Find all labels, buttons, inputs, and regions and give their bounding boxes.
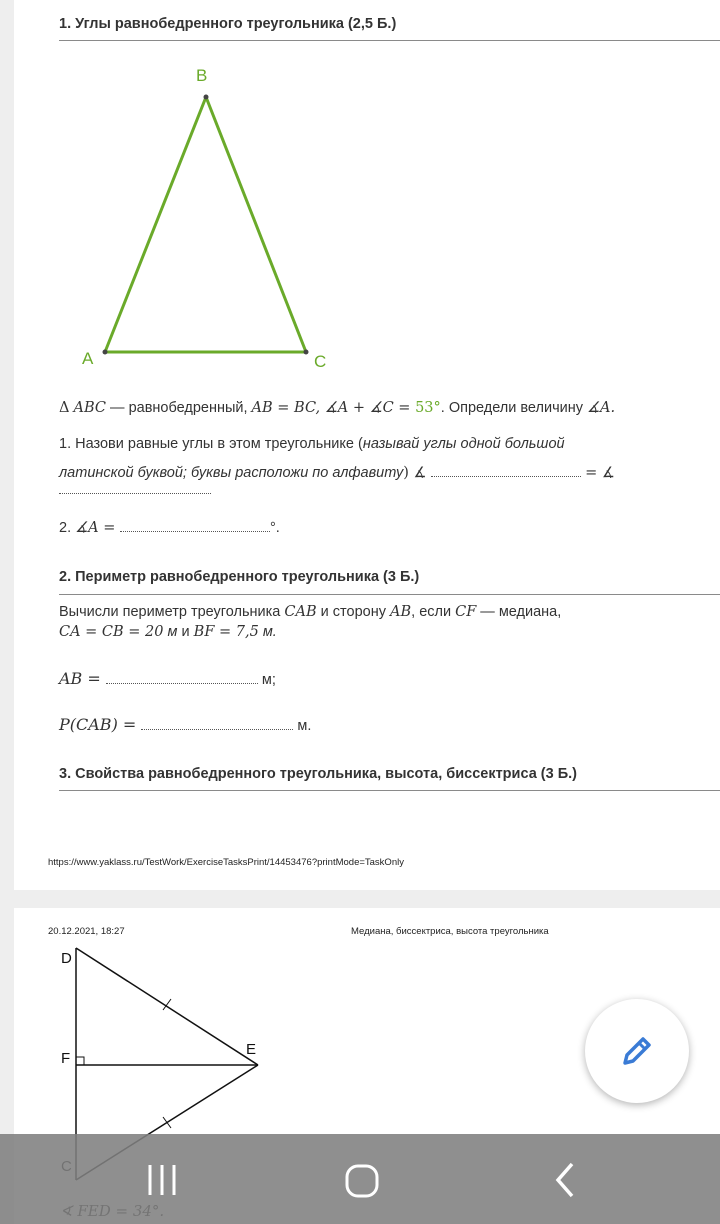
s2-cab: CAB: [284, 604, 317, 620]
label-f: F: [61, 1050, 71, 1067]
pencil-icon: [617, 1031, 657, 1071]
page-url[interactable]: https://www.yaklass.ru/TestWork/ExerciseTasksPrint/14453476?printMode=TaskOnly: [48, 857, 404, 868]
statement-angle-a: ∡A.: [587, 400, 616, 416]
perimeter-unit: м.: [293, 718, 312, 734]
q1-hint1: называй углы одной большой: [362, 436, 565, 452]
perimeter-answer-line: [59, 715, 311, 734]
recent-apps-button[interactable]: [132, 1158, 192, 1202]
vertex-c: [304, 350, 309, 355]
vertex-a: [103, 350, 108, 355]
label-e: E: [246, 1041, 257, 1058]
delta-symbol: Δ: [59, 400, 70, 416]
label-c: C: [314, 352, 327, 371]
label-a: A: [82, 349, 94, 368]
isosceles-triangle-figure: [14, 0, 720, 390]
s2-text-a: Вычисли периметр треугольника: [59, 604, 285, 620]
ab-answer-field[interactable]: [106, 672, 258, 684]
print-date: 20.12.2021, 18:27: [48, 926, 125, 937]
label-b: B: [196, 66, 208, 85]
q1-answer-field-1[interactable]: [431, 465, 581, 477]
question2-line: [59, 520, 280, 536]
edit-fab-button[interactable]: [585, 999, 689, 1103]
perimeter-answer-field[interactable]: [141, 718, 293, 730]
problem-statement: [59, 400, 615, 416]
question1-line1: [59, 436, 565, 452]
print-header-title: Медиана, биссектриса, высота треугольника: [351, 926, 549, 937]
q1-angle-symbol: ) ∡: [403, 465, 427, 481]
triangle-name: ABC: [73, 400, 107, 416]
s2-unit2: м.: [258, 624, 277, 640]
ab-answer-line: [59, 669, 276, 688]
s2-eq1: CA = CB = 20: [59, 624, 164, 640]
system-navigation-bar: [0, 1134, 720, 1224]
ab-unit: м;: [257, 672, 276, 688]
side-ab: [105, 97, 206, 352]
back-button[interactable]: [535, 1158, 595, 1202]
back-chevron-icon: [550, 1160, 580, 1200]
section2-line1: [59, 604, 561, 620]
q1-hint2: латинской буквой; буквы расположи по алфавиту: [59, 465, 404, 481]
statement-equation: AB = BC, ∡A + ∡C =: [251, 400, 416, 416]
tick-mark-ce: [163, 1117, 171, 1128]
perimeter-label: P(CAB) =: [59, 715, 142, 734]
section2-line2: [59, 624, 277, 640]
s2-eq2: BF = 7,5: [193, 624, 259, 640]
s2-unit1: м: [163, 624, 178, 640]
q2-angle: ∡A =: [75, 520, 120, 536]
right-angle-mark: [76, 1057, 84, 1065]
vertex-b: [204, 95, 209, 100]
side-de: [76, 948, 258, 1065]
question1-line2: [59, 465, 615, 481]
home-button[interactable]: [333, 1158, 393, 1202]
angle-sum-value: 53°: [415, 400, 441, 416]
s2-text-c: , если: [411, 604, 456, 620]
section3-divider: [59, 790, 720, 791]
section1-title: 1. Углы равнобедренного треугольника (2,5 Б.): [59, 16, 397, 32]
section3-title: 3. Свойства равнобедренного треугольника, высота, биссектриса (3 Б.): [59, 766, 577, 782]
q2-answer-field[interactable]: [120, 520, 270, 532]
label-d: D: [61, 950, 72, 967]
statement-text2: . Определи величину: [440, 400, 588, 416]
s2-and: и: [177, 624, 194, 640]
s2-cf: CF: [455, 604, 477, 620]
q2-prefix: 2.: [59, 520, 76, 536]
s2-text-d: — медиана,: [476, 604, 562, 620]
q1-answer-field-2[interactable]: [59, 493, 211, 494]
recents-icon: [144, 1163, 180, 1197]
q2-suffix: °.: [269, 520, 280, 536]
statement-text1: — равнобедренный,: [106, 400, 252, 416]
side-bc: [206, 97, 306, 352]
q1-equals-angle: = ∡: [580, 465, 615, 481]
section2-divider: [59, 594, 720, 595]
ab-label: AB =: [59, 669, 106, 688]
q1-prefix: 1. Назови равные углы в этом треугольнике (: [59, 436, 363, 452]
s2-text-b: и сторону: [316, 604, 391, 620]
s2-ab: AB: [390, 604, 412, 620]
section2-title: 2. Периметр равнобедренного треугольника (3 Б.): [59, 569, 420, 585]
home-icon: [343, 1160, 383, 1200]
document-page-1: [14, 0, 720, 890]
